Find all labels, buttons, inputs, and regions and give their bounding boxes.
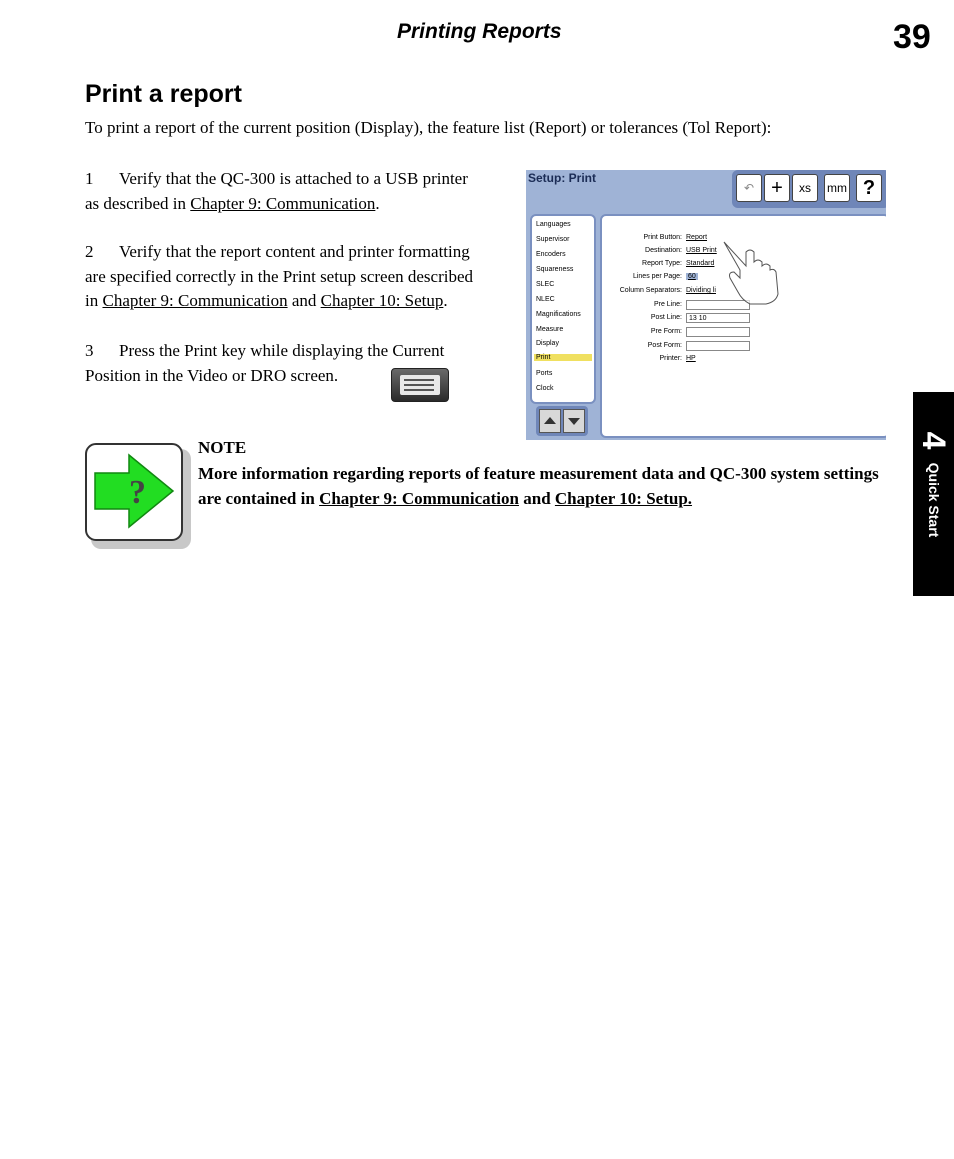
scroll-arrows (536, 406, 588, 436)
menu-item-selected: Print (534, 354, 592, 361)
step-text: and (287, 291, 321, 310)
field-box (686, 327, 750, 337)
note-body (198, 462, 888, 511)
menu-item: NLEC (536, 296, 555, 303)
note-text: More information regarding reports of feature measurement data and QC-300 system settings are contained in (198, 464, 879, 508)
note-arrow-icon (85, 443, 195, 553)
intro-text: To print a report of the current position (Display), the feature list (Report) or tolerances (Tol Report): (85, 118, 772, 137)
menu-item: Measure (536, 326, 564, 333)
field-box (686, 341, 750, 351)
note-heading: NOTE (198, 438, 247, 457)
step-text: . (443, 291, 448, 310)
menu-item: Squareness (536, 266, 574, 273)
setup-print-screenshot (526, 170, 886, 440)
print-settings-panel (600, 214, 886, 438)
step-number: 3 (85, 341, 94, 360)
chapter-9-link[interactable]: Chapter 9: Communication (102, 291, 288, 310)
field-value: Report (686, 234, 708, 241)
step-2 (85, 240, 509, 314)
field-value: 60 (688, 273, 696, 280)
page-number: 39 (893, 18, 931, 56)
field-label: Report Type: (642, 260, 682, 267)
screen-title: Setup: Print (528, 171, 596, 185)
menu-item: Magnifications (536, 311, 581, 318)
step-1 (85, 167, 509, 216)
step-text: Verify that the QC-300 is attached to a USB printer (119, 169, 468, 188)
running-header: Printing Reports (397, 20, 562, 43)
field-label: Pre Form: (650, 328, 682, 335)
field-label: Post Form: (647, 342, 682, 349)
down-arrow-icon (563, 409, 585, 433)
chapter-number: 4 (916, 431, 952, 450)
menu-item: Supervisor (536, 236, 570, 243)
field-value: HP (686, 355, 696, 362)
undo-icon: ↶ (736, 174, 762, 202)
step-text: Verify that the report content and printer formatting (119, 242, 470, 261)
menu-item: Clock (536, 385, 554, 392)
section-title: Print a report (85, 80, 242, 108)
step-text: Press the Print key while displaying the Current (119, 341, 445, 360)
menu-item: Languages (536, 221, 571, 228)
chapter-10-link[interactable]: Chapter 10: Setup. (554, 488, 693, 508)
chapter-9-link[interactable]: Chapter 9: Communication (319, 488, 519, 508)
svg-text:?: ? (129, 474, 146, 511)
step-text: as described in (85, 193, 191, 213)
chapter-side-tab (913, 392, 954, 596)
step-text: are specified correctly in the Print setup screen described (85, 266, 474, 286)
field-value: USB Print (686, 247, 717, 254)
field-label: Destination: (645, 247, 682, 254)
field-label: Lines per Page: (632, 273, 682, 280)
mm-button: mm (824, 174, 850, 202)
menu-item: Display (536, 340, 559, 347)
field-label: Pre Line: (653, 301, 682, 308)
field-value: Standard (686, 260, 715, 267)
step-text: in (85, 291, 103, 310)
step-text: . (375, 193, 380, 213)
xs-button: xs (792, 174, 818, 202)
print-key-icon (391, 368, 449, 402)
field-box: 13 10 (686, 313, 750, 323)
chapter-label: Quick Start (926, 462, 942, 538)
menu-item: Encoders (536, 251, 566, 258)
up-arrow-icon (539, 409, 561, 433)
pointing-hand-icon (720, 238, 782, 306)
setup-menu (530, 214, 596, 404)
step-number: 2 (85, 242, 94, 261)
field-label: Print Button: (643, 234, 682, 241)
note-text: and (518, 488, 555, 508)
field-label: Printer: (659, 355, 682, 362)
step-number: 1 (85, 169, 94, 188)
step-text: Position in the Video or DRO screen. (85, 365, 339, 385)
toolbar (732, 170, 886, 208)
field-label: Post Line: (650, 314, 682, 321)
field-label: Column Separators: (619, 287, 682, 294)
plus-icon: + (764, 174, 790, 202)
chapter-9-link[interactable]: Chapter 9: Communication (190, 193, 376, 213)
menu-item: SLEC (536, 281, 555, 288)
help-button: ? (856, 174, 882, 202)
menu-item: Ports (536, 370, 553, 377)
chapter-10-link[interactable]: Chapter 10: Setup (320, 291, 444, 310)
field-value: Dividing li (686, 287, 716, 294)
